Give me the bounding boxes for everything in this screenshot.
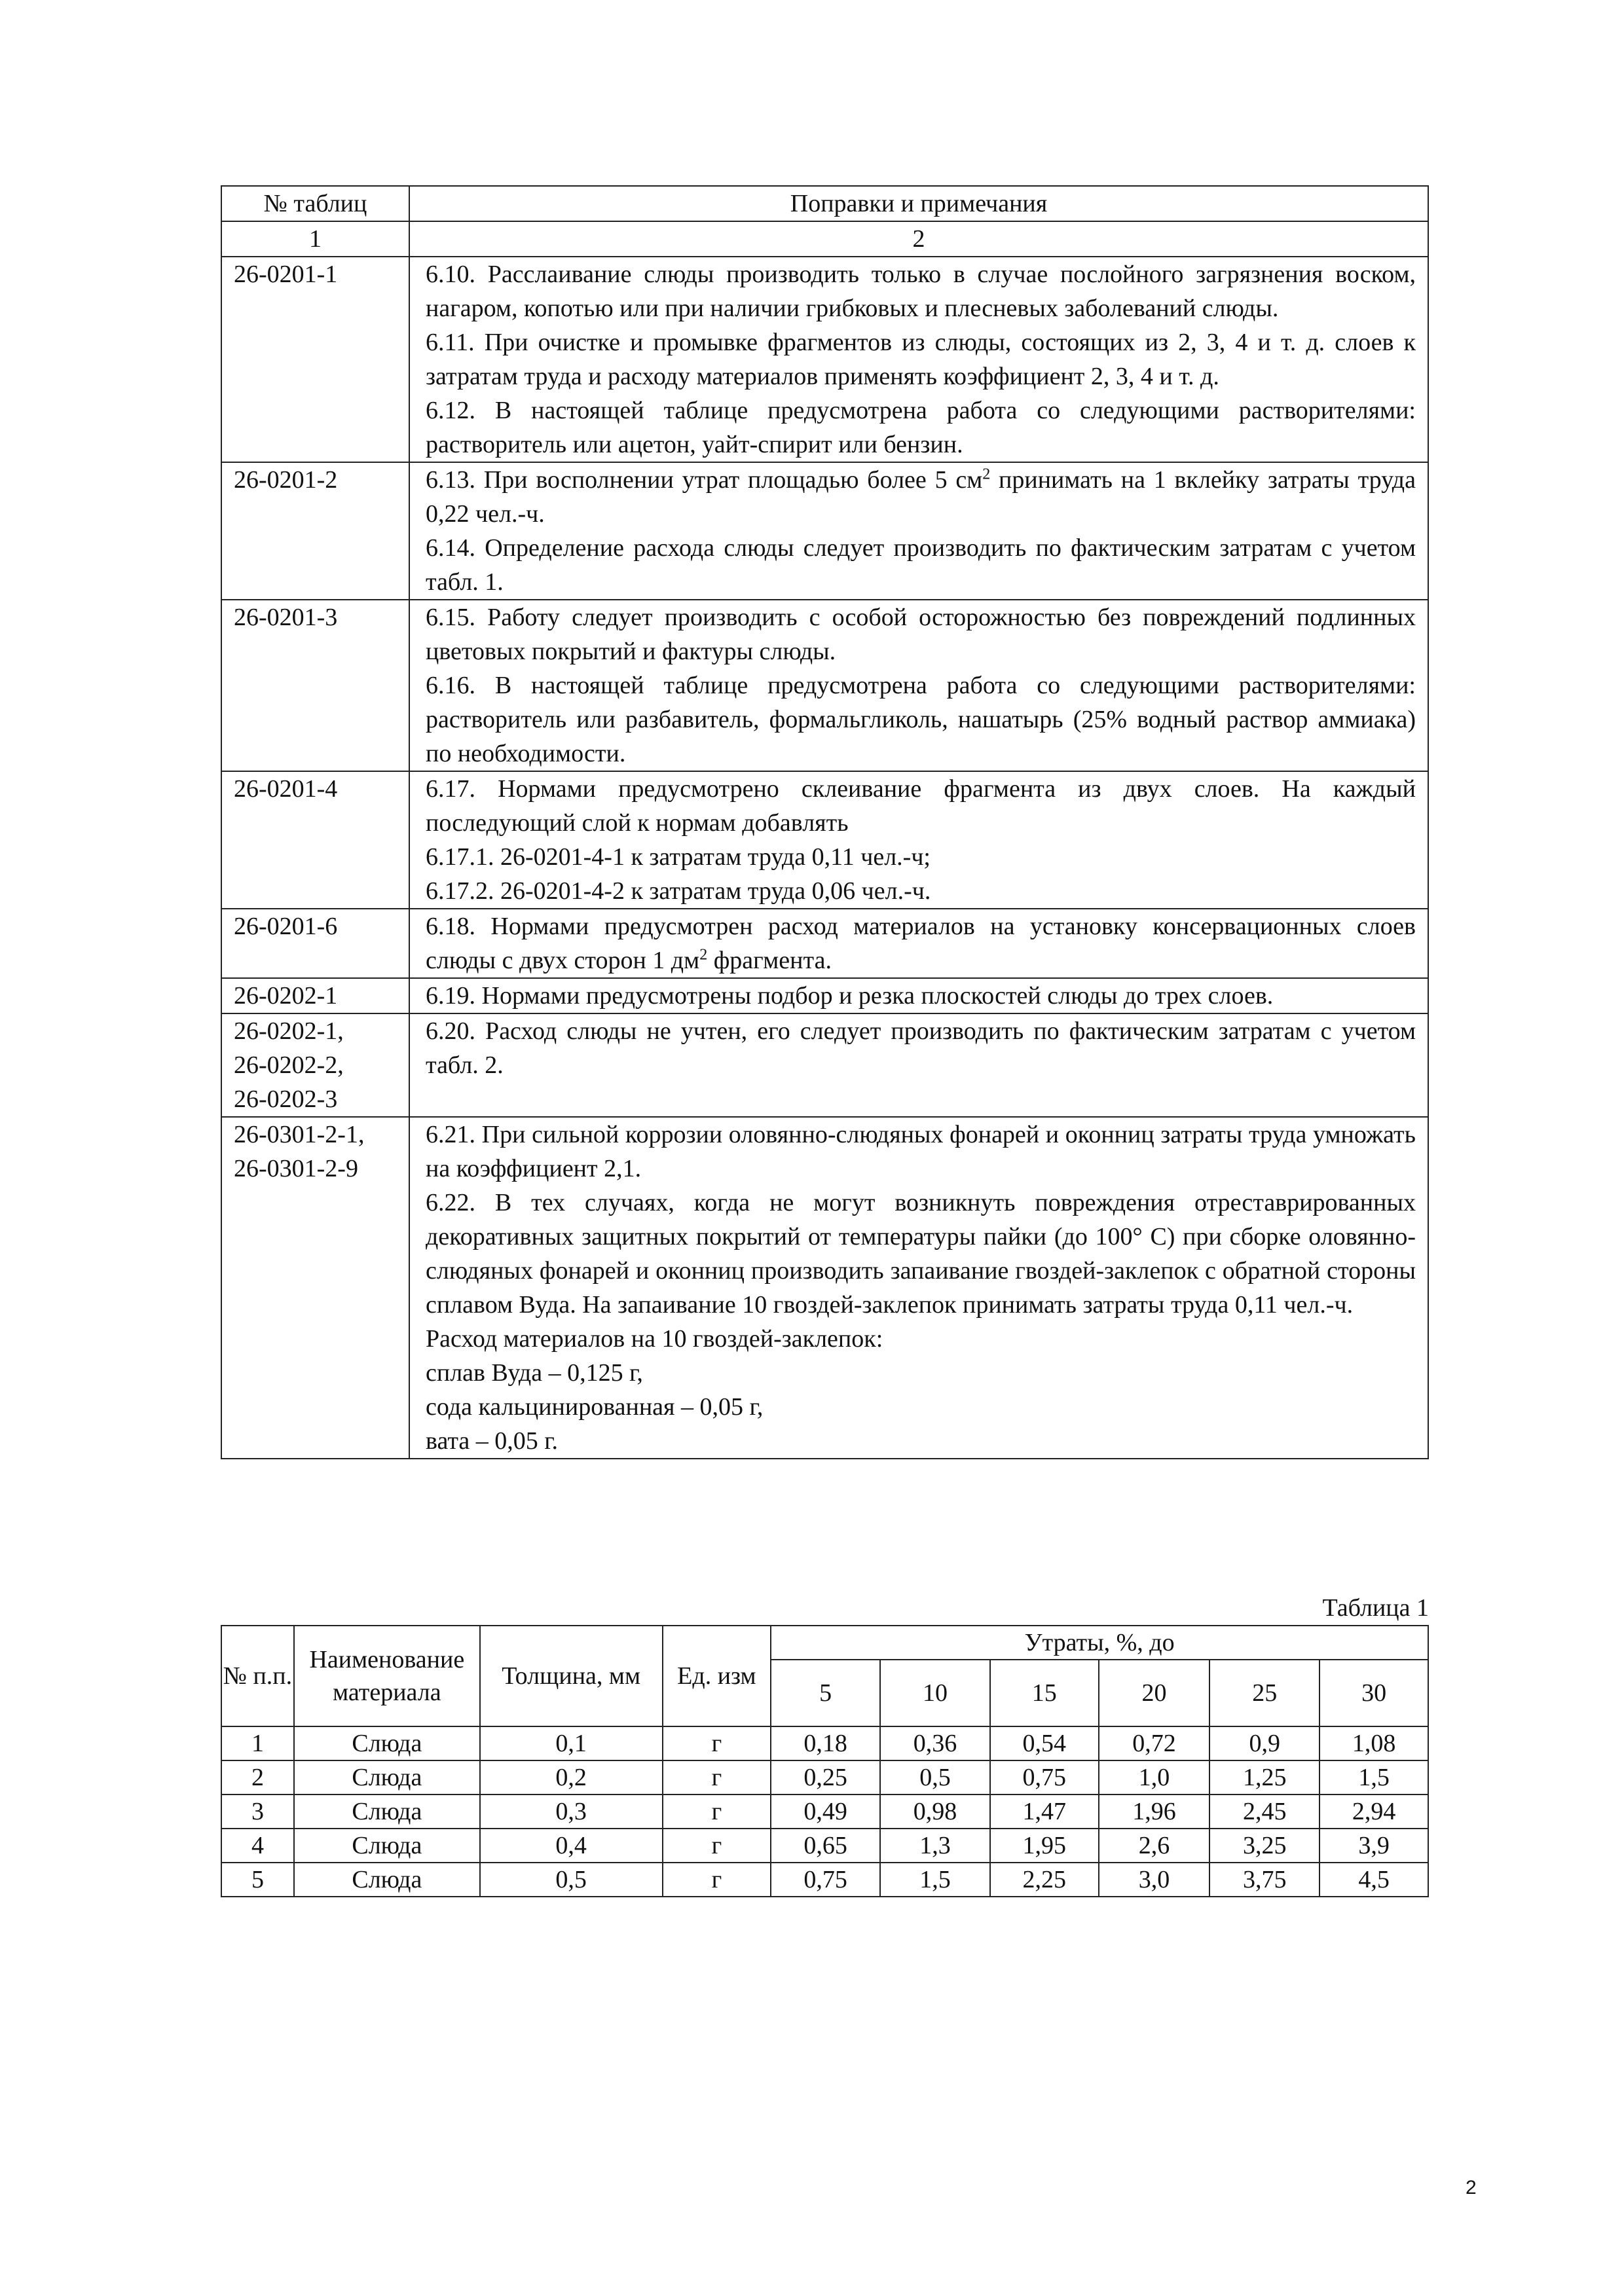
table-cell: 0,18 xyxy=(771,1726,880,1760)
table-row xyxy=(221,1760,1428,1795)
table-cell: 0,98 xyxy=(880,1795,990,1829)
note-fragment: 6.18. Нормами предусмотрен расход материалов на установку консервационных слоев слюды с двух сторон 1 дм xyxy=(426,913,1416,974)
table-cell: 1,25 xyxy=(1209,1760,1320,1795)
note-paragraph: 6.20. Расход слюды не учтен, его следует производить по фактическим затратам с учетом табл. 2. xyxy=(426,1017,1416,1079)
table-cell: 0,72 xyxy=(1099,1726,1210,1760)
table-cell: 0,75 xyxy=(990,1760,1099,1795)
table-cell: 1,08 xyxy=(1320,1726,1428,1760)
table1-caption: Таблица 1 xyxy=(1322,1594,1429,1622)
table-cell: г xyxy=(663,1863,771,1897)
loss-level: 5 xyxy=(771,1660,880,1726)
table-code-line: 26-0301-2-1, xyxy=(234,1121,365,1148)
table-cell: 1,0 xyxy=(1099,1760,1210,1795)
header-thickness: Толщина, мм xyxy=(480,1626,663,1726)
notes-row xyxy=(221,771,1428,909)
table-row xyxy=(221,1726,1428,1760)
mica-header-row xyxy=(221,1626,1428,1660)
table-cell: Слюда xyxy=(294,1760,480,1795)
superscript: 2 xyxy=(699,946,708,964)
table-cell: 4 xyxy=(221,1829,294,1863)
header-tables: № таблиц xyxy=(221,186,409,221)
note-fragment: принимать на 1 вклейку затраты труда 0,22 чел.-ч. xyxy=(426,466,1416,528)
table-cell: 1,5 xyxy=(880,1863,990,1897)
superscript: 2 xyxy=(982,465,991,483)
note-fragment: 6.13. При восполнении утрат площадью более 5 см xyxy=(426,466,983,494)
note-paragraph: 6.22. В тех случаях, когда не могут возникнуть повреждения отреставрированных декоративных защитных покрытий от температуры пайки (до 100° С) при сборке оловянно-слюдяных фонарей и оконниц производить запаивание гвоздей-заклепок с обратной стороны сплавом Вуда. На запаивание 10 гвоздей-заклепок принимать затраты труда 0,11 чел.-ч. xyxy=(426,1189,1416,1319)
table-code: 26-0201-1 xyxy=(221,257,409,462)
table-cell: 2 xyxy=(221,1760,294,1795)
table-code: 26-0201-3 xyxy=(221,600,409,771)
colnum-2: 2 xyxy=(409,221,1428,257)
table-cell: 3 xyxy=(221,1795,294,1829)
table-cell: 2,94 xyxy=(1320,1795,1428,1829)
note-text xyxy=(409,771,1428,909)
table-row xyxy=(221,1863,1428,1897)
table-cell: г xyxy=(663,1829,771,1863)
table-cell: г xyxy=(663,1760,771,1795)
table-cell: 2,25 xyxy=(990,1863,1099,1897)
table-code-line: 26-0202-3 xyxy=(234,1085,338,1113)
note-paragraph: 6.15. Работу следует производить с особой осторожностью без повреждений подлинных цветовых покрытий и фактуры слюды. xyxy=(426,604,1416,665)
header-material: Наименование материала xyxy=(294,1626,480,1726)
note-paragraph: 6.14. Определение расхода слюды следует производить по фактическим затратам с учетом табл. 1. xyxy=(426,534,1416,596)
table-cell: 0,49 xyxy=(771,1795,880,1829)
table-cell: 1,5 xyxy=(1320,1760,1428,1795)
note-text xyxy=(409,1013,1428,1117)
note-paragraph: 6.16. В настоящей таблице предусмотрена работа со следующими растворителями: растворитель или разбавитель, формальгликоль, нашатырь (25% водный раствор аммиака) по необходимости. xyxy=(426,672,1416,767)
header-unit: Ед. изм xyxy=(663,1626,771,1726)
table-cell: 0,75 xyxy=(771,1863,880,1897)
table-cell: 3,9 xyxy=(1320,1829,1428,1863)
loss-level: 20 xyxy=(1099,1660,1210,1726)
notes-row xyxy=(221,909,1428,978)
note-paragraph: сплав Вуда – 0,125 г, xyxy=(426,1359,643,1387)
table-code: 26-0201-2 xyxy=(221,462,409,600)
note-paragraph xyxy=(426,463,1416,531)
table-cell: 0,5 xyxy=(480,1863,663,1897)
table-cell: 3,0 xyxy=(1099,1863,1210,1897)
table-cell: Слюда xyxy=(294,1863,480,1897)
table-code xyxy=(221,1013,409,1117)
table-cell: 1 xyxy=(221,1726,294,1760)
loss-level: 30 xyxy=(1320,1660,1428,1726)
table-cell: Слюда xyxy=(294,1726,480,1760)
table-cell: 0,2 xyxy=(480,1760,663,1795)
notes-row xyxy=(221,257,1428,462)
notes-row xyxy=(221,1117,1428,1459)
note-paragraph: 6.12. В настоящей таблице предусмотрена работа со следующими растворителями: растворитель или ацетон, уайт-спирит или бензин. xyxy=(426,397,1416,458)
table-code: 26-0201-4 xyxy=(221,771,409,909)
note-text xyxy=(409,978,1428,1013)
note-paragraph: вата – 0,05 г. xyxy=(426,1427,559,1455)
table-cell: 0,5 xyxy=(880,1760,990,1795)
note-paragraph: 6.17.1. 26-0201-4-1 к затратам труда 0,11 чел.-ч; xyxy=(426,843,931,871)
table-cell: 2,6 xyxy=(1099,1829,1210,1863)
table-cell: 1,47 xyxy=(990,1795,1099,1829)
table-cell: 3,25 xyxy=(1209,1829,1320,1863)
table-cell: Слюда xyxy=(294,1829,480,1863)
notes-table xyxy=(221,185,1429,1459)
table-cell: 0,25 xyxy=(771,1760,880,1795)
table-cell: 0,1 xyxy=(480,1726,663,1760)
note-paragraph: Расход материалов на 10 гвоздей-заклепок: xyxy=(426,1325,883,1353)
notes-row xyxy=(221,1013,1428,1117)
table-row xyxy=(221,1829,1428,1863)
note-text xyxy=(409,257,1428,462)
note-paragraph: сода кальцинированная – 0,05 г, xyxy=(426,1393,764,1421)
table-cell: 3,75 xyxy=(1209,1863,1320,1897)
colnum-1: 1 xyxy=(221,221,409,257)
table-cell: 2,45 xyxy=(1209,1795,1320,1829)
table-cell: г xyxy=(663,1726,771,1760)
mica-table xyxy=(221,1625,1429,1897)
table-cell: Слюда xyxy=(294,1795,480,1829)
note-text xyxy=(409,909,1428,978)
table-cell: 1,95 xyxy=(990,1829,1099,1863)
table-code-line: 26-0301-2-9 xyxy=(234,1155,358,1182)
note-paragraph: 6.11. При очистке и промывке фрагментов из слюды, состоящих из 2, 3, 4 и т. д. слоев к затратам труда и расходу материалов применять коэффициент 2, 3, 4 и т. д. xyxy=(426,329,1416,390)
note-text xyxy=(409,600,1428,771)
notes-colnum-row xyxy=(221,221,1428,257)
notes-row xyxy=(221,600,1428,771)
table-cell: 0,65 xyxy=(771,1829,880,1863)
table-cell: 0,4 xyxy=(480,1829,663,1863)
table-cell: 1,96 xyxy=(1099,1795,1210,1829)
note-paragraph: 6.21. При сильной коррозии оловянно-слюдяных фонарей и оконниц затраты труда умножать на коэффициент 2,1. xyxy=(426,1121,1416,1182)
table-cell: 0,9 xyxy=(1209,1726,1320,1760)
mica-body xyxy=(221,1726,1428,1897)
header-notes: Поправки и примечания xyxy=(409,186,1428,221)
table-cell: 5 xyxy=(221,1863,294,1897)
note-text xyxy=(409,462,1428,600)
table-cell: 0,36 xyxy=(880,1726,990,1760)
page-number: 2 xyxy=(1466,2177,1477,2198)
note-text xyxy=(409,1117,1428,1459)
note-paragraph: 6.10. Расслаивание слюды производить только в случае послойного загрязнения воском, нагаром, копотью или при наличии грибковых и плесневых заболеваний слюды. xyxy=(426,261,1416,322)
notes-row xyxy=(221,462,1428,600)
notes-row xyxy=(221,978,1428,1013)
table-cell: 0,3 xyxy=(480,1795,663,1829)
header-num: № п.п. xyxy=(221,1626,294,1726)
loss-level: 25 xyxy=(1209,1660,1320,1726)
note-paragraph xyxy=(426,909,1416,977)
loss-level: 10 xyxy=(880,1660,990,1726)
table-cell: 4,5 xyxy=(1320,1863,1428,1897)
note-paragraph: 6.19. Нормами предусмотрены подбор и резка плоскостей слюды до трех слоев. xyxy=(426,982,1274,1010)
table-code: 26-0202-1 xyxy=(221,978,409,1013)
table-code-line: 26-0202-2, xyxy=(234,1051,344,1079)
table-cell: 1,3 xyxy=(880,1829,990,1863)
loss-level: 15 xyxy=(990,1660,1099,1726)
header-losses: Утраты, %, до xyxy=(771,1626,1428,1660)
table-row xyxy=(221,1795,1428,1829)
table-code-line: 26-0202-1, xyxy=(234,1017,344,1045)
notes-header-row xyxy=(221,186,1428,221)
note-paragraph: 6.17.2. 26-0201-4-2 к затратам труда 0,06 чел.-ч. xyxy=(426,877,931,905)
table-cell: г xyxy=(663,1795,771,1829)
note-fragment: фрагмента. xyxy=(707,947,832,974)
note-paragraph: 6.17. Нормами предусмотрено склеивание фрагмента из двух слоев. На каждый последующий слой к нормам добавлять xyxy=(426,775,1416,837)
table-code: 26-0201-6 xyxy=(221,909,409,978)
table-cell: 0,54 xyxy=(990,1726,1099,1760)
table-code xyxy=(221,1117,409,1459)
